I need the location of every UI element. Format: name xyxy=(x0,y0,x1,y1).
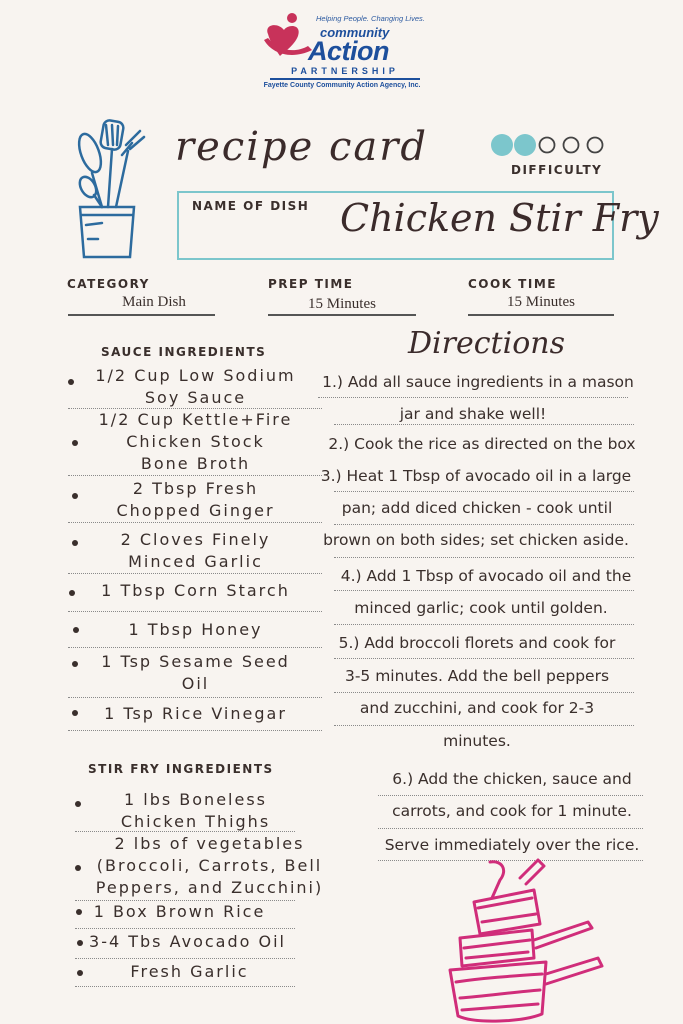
logo-rule xyxy=(270,78,420,80)
logo-word-partnership: PARTNERSHIP xyxy=(291,66,399,76)
logo-word-community: community xyxy=(320,25,390,40)
ingredient-item xyxy=(68,529,323,573)
divider xyxy=(68,611,322,612)
ingredient-line: 1 Tsp Sesame Seed xyxy=(101,652,290,671)
ingredient-item xyxy=(68,703,323,725)
divider xyxy=(75,958,295,959)
logo-word-action: Action xyxy=(308,36,389,66)
divider xyxy=(334,424,634,425)
ingredient-line: 1 lbs Boneless xyxy=(124,790,267,809)
stir-fry-ingredients-heading: STIR FRY INGREDIENTS xyxy=(88,762,274,776)
divider xyxy=(334,590,634,591)
ingredient-line: 1 Box Brown Rice xyxy=(93,902,266,921)
logo-agency-name: Fayette County Community Action Agency, Inc. xyxy=(263,82,421,89)
ingredient-item xyxy=(60,931,315,953)
direction-line: carrots, and cook for 1 minute. xyxy=(392,802,632,820)
ingredient-item xyxy=(68,409,323,475)
ingredient-line: Oil xyxy=(181,674,210,693)
difficulty-rating xyxy=(491,133,616,157)
direction-line: minutes. xyxy=(443,732,511,750)
direction-line: Serve immediately over the rice. xyxy=(384,836,640,854)
category-label: CATEGORY xyxy=(67,277,150,291)
cook-time-underline xyxy=(468,314,614,316)
cooking-pots-icon xyxy=(442,858,607,1024)
difficulty-dot-empty xyxy=(588,138,603,153)
ingredient-line: 1/2 Cup Low Sodium xyxy=(95,366,296,385)
ingredient-item xyxy=(52,901,307,923)
direction-line: 3-5 minutes. Add the bell peppers xyxy=(344,667,610,685)
ingredient-line: 1/2 Cup Kettle+Fire xyxy=(98,410,293,429)
direction-line: pan; add diced chicken - cook until xyxy=(341,499,613,517)
difficulty-label: DIFFICULTY xyxy=(511,163,603,177)
dish-name-label: NAME OF DISH xyxy=(192,199,310,213)
direction-line: and zucchini, and cook for 2-3 xyxy=(359,699,595,717)
ingredient-item xyxy=(68,365,323,409)
bullet xyxy=(75,865,81,871)
divider xyxy=(75,831,295,832)
category-underline xyxy=(68,314,215,316)
ingredient-line: (Broccoli, Carrots, Bell xyxy=(96,856,323,875)
directions-title: Directions xyxy=(408,326,565,361)
ingredient-line: Peppers, and Zucchini) xyxy=(95,878,324,897)
ingredient-line: 3-4 Tbs Avocado Oil xyxy=(89,932,286,951)
direction-line: 3.) Heat 1 Tbsp of avocado oil in a large xyxy=(320,467,632,485)
ingredient-item xyxy=(68,789,323,833)
direction-line: 1.) Add all sauce ingredients in a mason xyxy=(322,373,634,391)
direction-line: 2.) Cook the rice as directed on the box xyxy=(328,435,636,453)
ingredient-item xyxy=(82,833,337,899)
ingredient-line: Soy Sauce xyxy=(144,388,247,407)
ingredient-line: 1 Tbsp Honey xyxy=(128,620,263,639)
dish-name: Chicken Stir Fry xyxy=(340,196,659,240)
prep-time-value: 15 Minutes xyxy=(308,296,376,312)
divider xyxy=(68,697,322,698)
ingredient-line: Chicken Thighs xyxy=(120,812,271,831)
cook-time-label: COOK TIME xyxy=(468,277,557,291)
divider xyxy=(68,522,322,523)
ingredient-line: Fresh Garlic xyxy=(130,962,249,981)
divider xyxy=(68,475,322,476)
cook-time-value: 15 Minutes xyxy=(507,294,575,310)
page-title: recipe card xyxy=(175,124,428,170)
direction-line: 4.) Add 1 Tbsp of avocado oil and the xyxy=(340,567,632,585)
ingredient-item xyxy=(68,580,323,602)
direction-line: minced garlic; cook until golden. xyxy=(354,599,608,617)
ingredient-line: Chopped Ginger xyxy=(116,501,275,520)
sauce-ingredients-heading: SAUCE INGREDIENTS xyxy=(101,345,267,359)
ingredient-line: 1 Tbsp Corn Starch xyxy=(101,581,290,600)
divider xyxy=(75,986,295,987)
difficulty-dot-filled xyxy=(514,134,536,156)
ingredient-line: 1 Tsp Rice Vinegar xyxy=(104,704,287,723)
divider xyxy=(75,928,295,929)
ingredient-item xyxy=(68,619,323,641)
category-value: Main Dish xyxy=(122,294,186,310)
ingredient-item xyxy=(68,478,323,522)
prep-time-underline xyxy=(268,314,416,316)
ingredient-line: 2 Cloves Finely xyxy=(120,530,271,549)
ingredient-line: Chicken Stock xyxy=(126,432,265,451)
ingredient-line: Bone Broth xyxy=(140,454,251,473)
community-action-logo xyxy=(262,10,425,92)
divider xyxy=(334,658,634,659)
ingredient-line: 2 lbs of vegetables xyxy=(114,834,305,853)
divider xyxy=(68,647,322,648)
direction-line: 6.) Add the chicken, sauce and xyxy=(392,770,632,788)
divider xyxy=(334,557,634,558)
difficulty-dot-empty xyxy=(540,138,555,153)
utensil-jar-icon xyxy=(62,115,152,265)
direction-line: jar and shake well! xyxy=(399,405,547,423)
direction-line: brown on both sides; set chicken aside. xyxy=(323,531,629,549)
ingredient-item xyxy=(68,651,323,695)
divider xyxy=(68,573,322,574)
divider xyxy=(68,730,322,731)
ingredient-line: 2 Tbsp Fresh xyxy=(132,479,259,498)
logo-tagline: Helping People. Changing Lives. xyxy=(316,14,425,23)
direction-line: 5.) Add broccoli florets and cook for xyxy=(338,634,616,652)
ingredient-line: Minced Garlic xyxy=(128,552,263,571)
ingredient-item xyxy=(62,961,317,983)
difficulty-dot-empty xyxy=(564,138,579,153)
difficulty-dot-filled xyxy=(491,134,513,156)
divider xyxy=(334,624,634,625)
prep-time-label: PREP TIME xyxy=(268,277,354,291)
